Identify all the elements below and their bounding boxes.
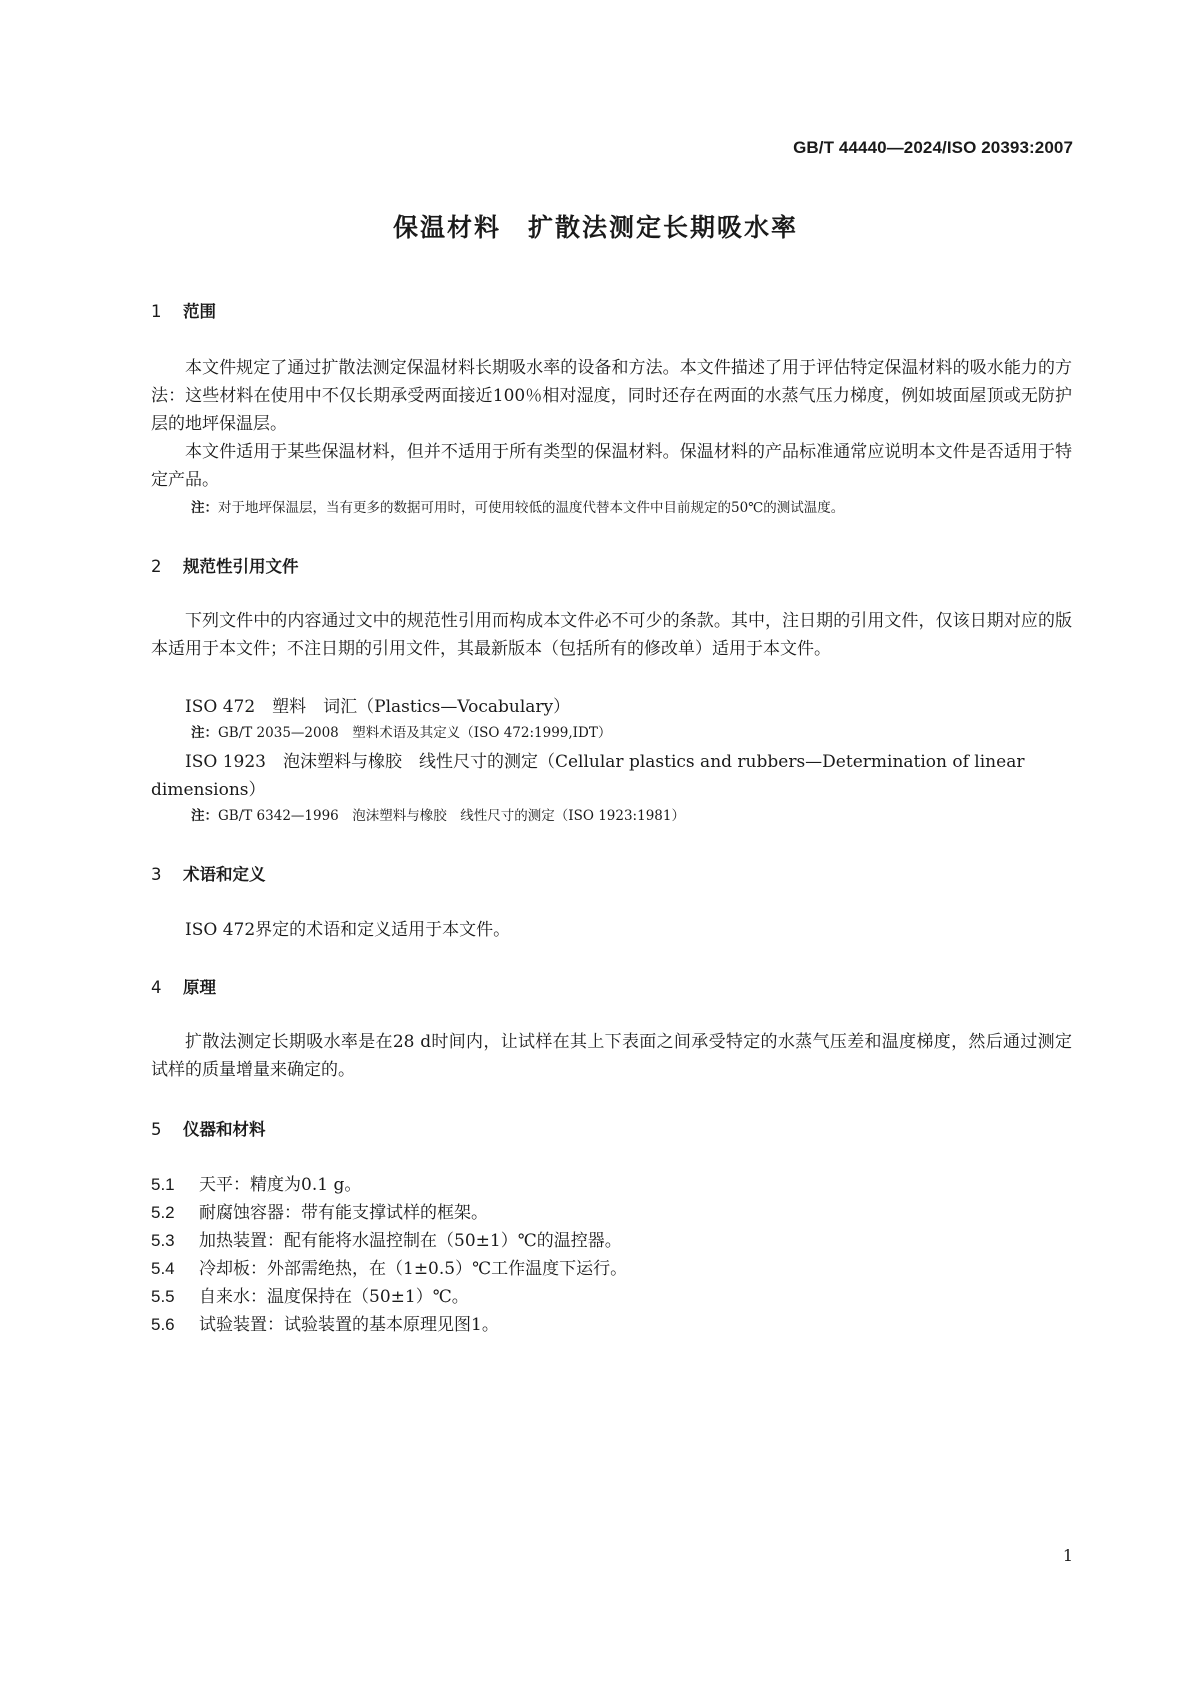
apparatus-item: [151, 1227, 622, 1255]
principle-paragraph: 扩散法测定长期吸水率是在28 d时间内，让试样在其上下表面之间承受特定的水蒸气压差和温度梯度，然后通过测定试样的质量增量来确定的。: [151, 1032, 1072, 1080]
standard-code: GB/T 44440—2024/ISO 20393:2007: [793, 138, 1073, 157]
note-text: GB/T 2035—2008 塑料术语及其定义（ISO 472:1999,IDT）: [218, 725, 612, 741]
item-number: 5.6: [151, 1315, 175, 1334]
scope-note: [191, 498, 844, 518]
section-title: 仪器和材料: [183, 1120, 266, 1139]
section-number: 2: [151, 557, 162, 576]
note-label: 注：: [191, 725, 218, 741]
apparatus-item: [151, 1311, 499, 1339]
section-heading-apparatus: [151, 1116, 266, 1140]
apparatus-item: [151, 1199, 488, 1227]
item-number: 5.4: [151, 1259, 175, 1278]
item-text: 加热装置：配有能将水温控制在（50±1）℃的温控器。: [199, 1231, 622, 1251]
reference-iso-1923: ISO 1923 泡沫塑料与橡胶 线性尺寸的测定（Cellular plastics and rubbers—Determination of linear dimensions）: [151, 752, 1025, 800]
apparatus-item: [151, 1171, 361, 1199]
references-paragraph: 下列文件中的内容通过文中的规范性引用而构成本文件必不可少的条款。其中，注日期的引用文件，仅该日期对应的版本适用于本文件；不注日期的引用文件，其最新版本（包括所有的修改单）适用于本文件。: [151, 611, 1072, 659]
section-title: 原理: [183, 978, 216, 997]
section-number: 3: [151, 865, 162, 884]
section-number: 5: [151, 1120, 162, 1139]
item-text: 自来水：温度保持在（50±1）℃。: [199, 1287, 469, 1307]
item-number: 5.1: [151, 1175, 175, 1194]
section-heading-principle: [151, 974, 216, 998]
section-number: 4: [151, 978, 162, 997]
section-heading-terms: [151, 861, 266, 885]
document-title: 保温材料 扩散法测定长期吸水率: [392, 213, 798, 242]
scope-paragraph-1: 本文件规定了通过扩散法测定保温材料长期吸水率的设备和方法。本文件描述了用于评估特定保温材料的吸水能力的方法：这些材料在使用中不仅长期承受两面接近100％相对湿度，同时还存在两面的水蒸气压力梯度，例如坡面屋顶或无防护层的地坪保温层。: [151, 358, 1072, 434]
note-text: 对于地坪保温层，当有更多的数据可用时，可使用较低的温度代替本文件中目前规定的50℃的测试温度。: [218, 500, 845, 516]
note-text: GB/T 6342—1996 泡沫塑料与橡胶 线性尺寸的测定（ISO 1923:1981）: [218, 808, 685, 824]
section-heading-scope: [151, 298, 216, 322]
item-number: 5.5: [151, 1287, 175, 1306]
page-number: 1: [1062, 1546, 1073, 1565]
section-number: 1: [151, 302, 162, 321]
item-number: 5.2: [151, 1203, 175, 1222]
note-label: 注：: [191, 808, 218, 824]
note-label: 注：: [191, 500, 218, 516]
reference-iso-472: ISO 472 塑料 词汇（Plastics—Vocabulary）: [185, 697, 571, 717]
reference-iso-472-note: [191, 723, 611, 743]
reference-iso-1923-note: [191, 806, 685, 826]
section-heading-normative-references: [151, 553, 299, 577]
item-text: 冷却板：外部需绝热，在（1±0.5）℃工作温度下运行。: [199, 1259, 628, 1279]
item-text: 天平：精度为0.1 g。: [199, 1175, 362, 1195]
section-title: 术语和定义: [183, 865, 266, 884]
scope-paragraph-2: 本文件适用于某些保温材料，但并不适用于所有类型的保温材料。保温材料的产品标准通常应说明本文件是否适用于特定产品。: [151, 442, 1072, 490]
item-text: 试验装置：试验装置的基本原理见图1。: [199, 1315, 499, 1335]
terms-paragraph: ISO 472界定的术语和定义适用于本文件。: [185, 920, 511, 940]
apparatus-item: [151, 1255, 627, 1283]
apparatus-item: [151, 1283, 469, 1311]
item-text: 耐腐蚀容器：带有能支撑试样的框架。: [199, 1203, 488, 1223]
section-title: 规范性引用文件: [183, 557, 299, 576]
item-number: 5.3: [151, 1231, 175, 1250]
section-title: 范围: [183, 302, 216, 321]
